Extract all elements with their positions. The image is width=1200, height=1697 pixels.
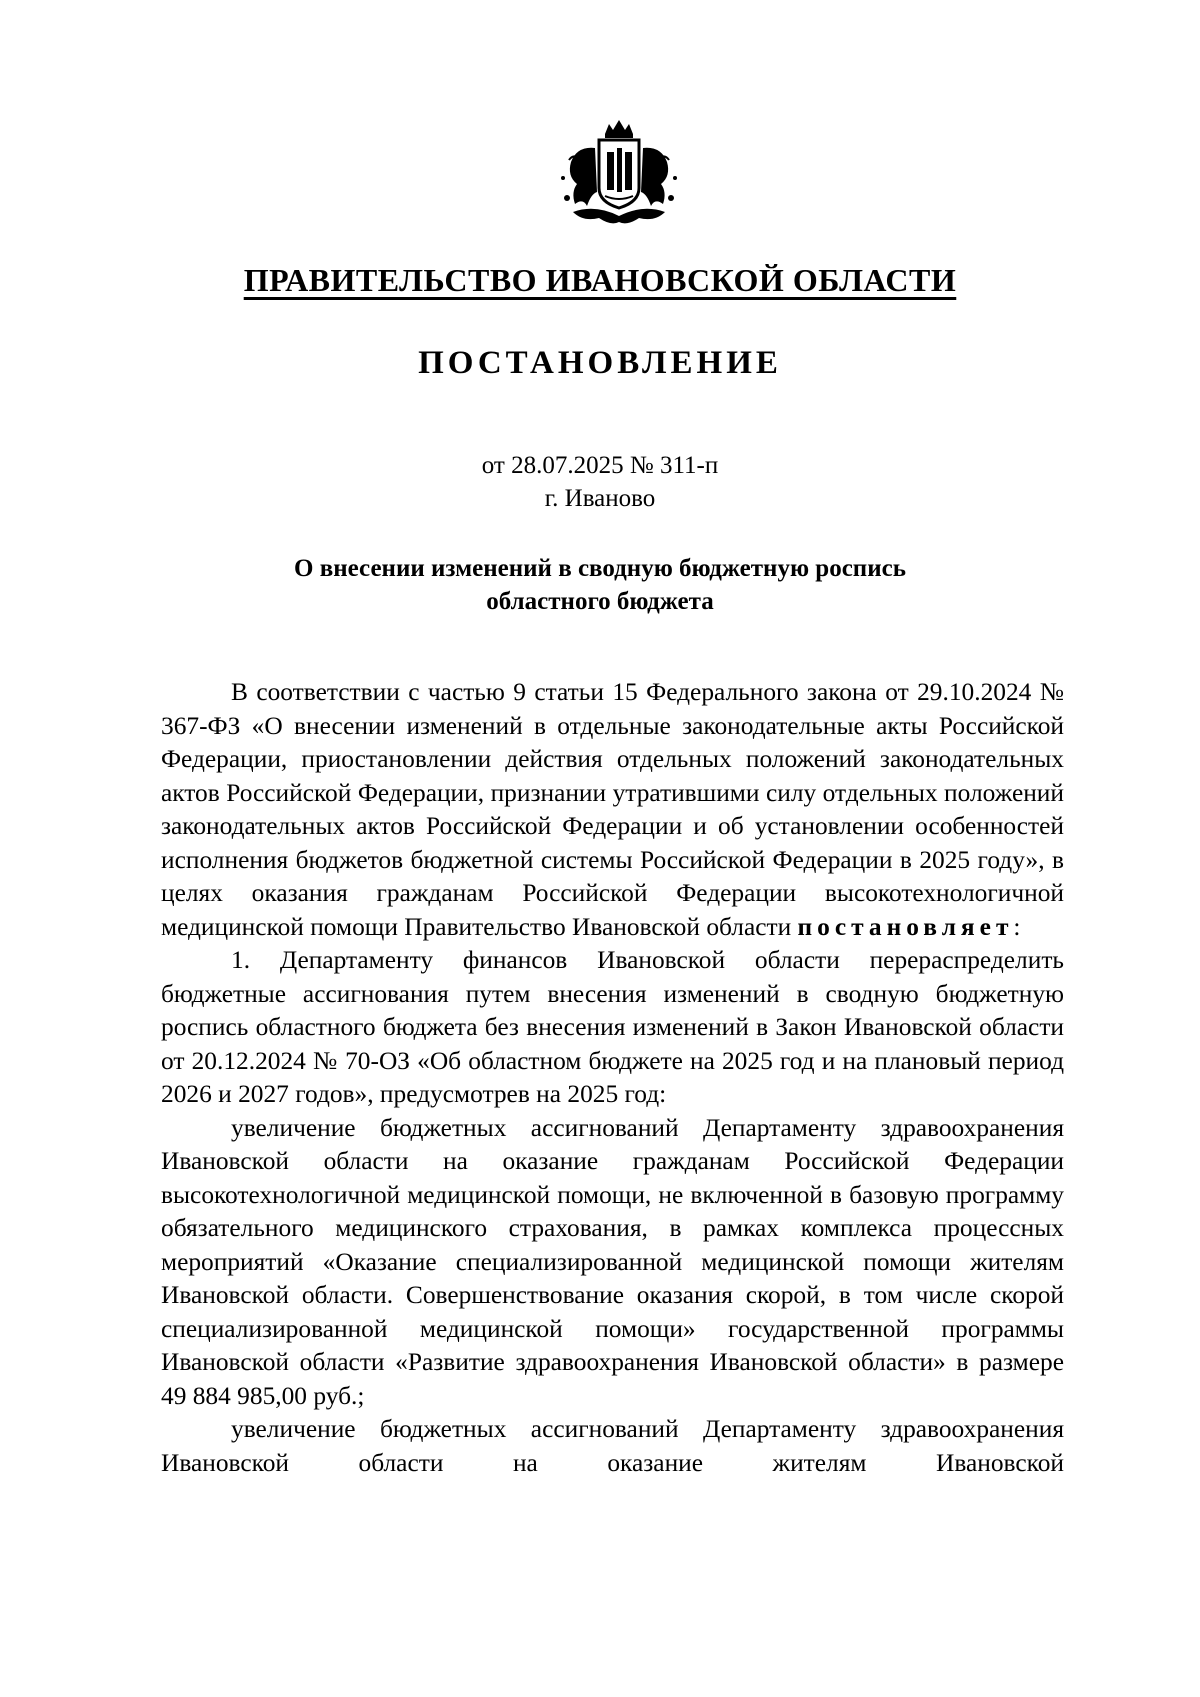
coat-of-arms-icon xyxy=(555,118,683,230)
document-subject-line-2: областного бюджета xyxy=(486,588,714,615)
document-subject-line-1: О внесении изменений в сводную бюджетную роспись xyxy=(294,555,906,582)
document-date-number: от 28.07.2025 № 311-п xyxy=(481,452,719,479)
government-title-text: ПРАВИТЕЛЬСТВО ИВАНОВСКОЙ ОБЛАСТИ xyxy=(243,262,957,298)
paragraph-1-text: В соответствии с частью 9 статьи 15 Федерального закона от 29.10.2024 № 367-ФЗ «О внесении изменений в отдельные законодательные акты Российской Федерации, приостановлении действия отдельных положений законодательных актов Российской Федерации, признании утратившими силу отдельных положений законодательных актов Российской Федерации и об установлении особенностей исполнения бюджетов бюджетной системы Российской Федерации в 2025 году», в целях оказания гражданам Российской Федерации высокотехнологичной медицинской помощи Правительство Ивановской области xyxy=(161,678,1064,941)
paragraph-1-end: : xyxy=(1013,912,1021,941)
body-paragraph-1 xyxy=(161,676,1064,944)
body-paragraph-3: увеличение бюджетных ассигнований Департаменту здравоохранения Ивановской области на оказание гражданам Российской Федерации высокотехнологичной медицинской помощи, не включенной в базовую программу обязательного медицинского страхования, в рамках комплекса процессных мероприятий «Оказание специализированной медицинской помощи жителям Ивановской области. Совершенствование оказания скорой, в том числе скорой специализированной медицинской помощи» государственной программы Ивановской области «Развитие здравоохранения Ивановской области» в размере 49 884 985,00 руб.; xyxy=(161,1113,1064,1410)
document-type-title: ПОСТАНОВЛЕНИЕ xyxy=(418,345,782,381)
body-paragraph-4: увеличение бюджетных ассигнований Департаменту здравоохранения Ивановской области на оказание жителям Ивановской xyxy=(161,1415,1064,1477)
resolution-keyword: постановляет xyxy=(797,912,1014,941)
document-city: г. Иваново xyxy=(544,485,656,512)
body-paragraph-2: 1. Департаменту финансов Ивановской области перераспределить бюджетные ассигнования путем внесения изменений в сводную бюджетную роспись областного бюджета без внесения изменений в Закон Ивановской области от 20.12.2024 № 70-ОЗ «Об областном бюджете на 2025 год и на плановый период 2026 и 2027 годов», предусмотрев на 2025 год: xyxy=(161,946,1064,1108)
government-title xyxy=(0,262,1200,299)
document-body xyxy=(161,676,1064,1480)
